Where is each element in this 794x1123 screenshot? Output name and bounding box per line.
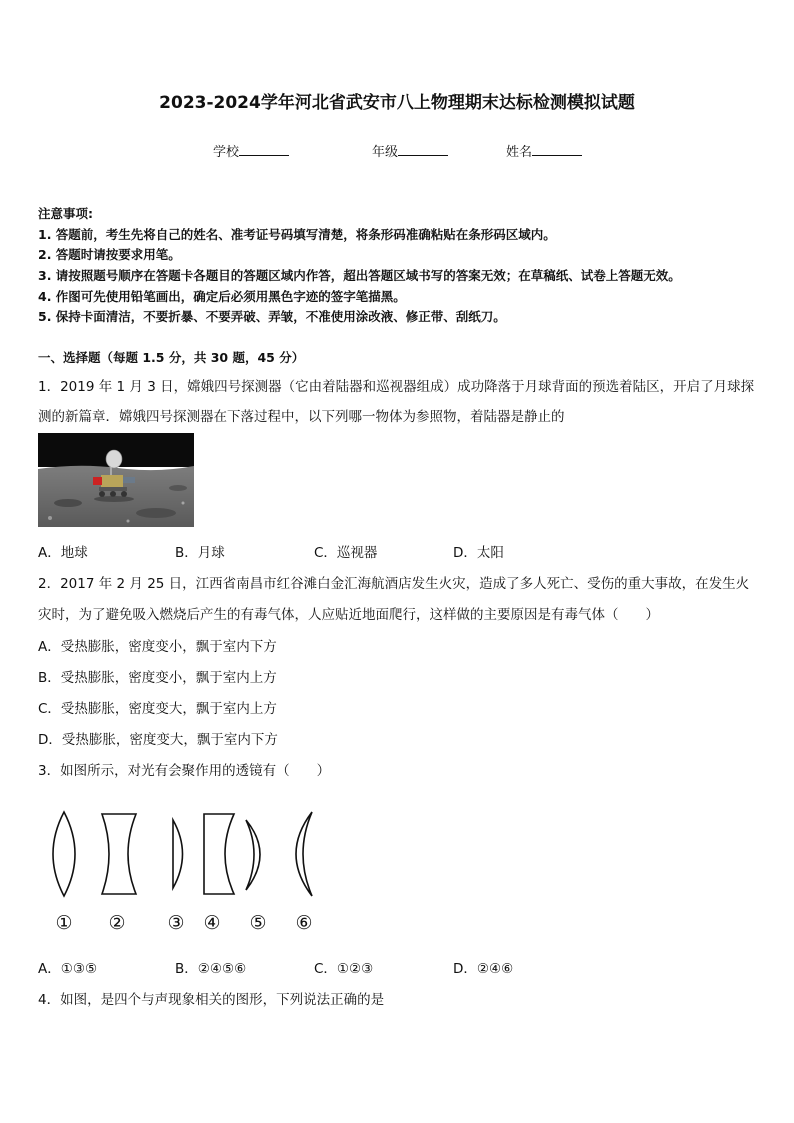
q1-line1: 1．2019 年 1 月 3 日，嫦娥四号探测器（它由着陆器和巡视器组成）成功降落于月球背面的预选着陆区，开启了月球探 — [38, 379, 755, 395]
q3-option-b: B．②④⑤⑥ — [175, 961, 247, 977]
concave-meniscus-lens — [296, 812, 312, 896]
q3-text: 3．如图所示，对光有会聚作用的透镜有（ ） — [38, 763, 331, 779]
page-title: 2023-2024学年河北省武安市八上物理期末达标检测模拟试题 — [159, 93, 635, 113]
biconcave-lens — [102, 814, 136, 894]
lens-label: ② — [108, 912, 126, 934]
notes-heading: 注意事项: — [38, 206, 93, 221]
q3-option-d: D．②④⑥ — [453, 961, 514, 977]
grade-label: 年级 — [372, 145, 399, 160]
note-item: 2. 答题时请按要求用笔。 — [38, 247, 181, 262]
plano-concave-lens — [204, 814, 234, 894]
q2-option-d: D．受热膨胀，密度变大，飘于室内下方 — [38, 732, 278, 748]
plano-convex-lens — [173, 820, 183, 888]
q3-option-c: C．①②③ — [314, 961, 374, 977]
note-item: 1. 答题前，考生先将自己的姓名、准考证号码填写清楚，将条形码准确粘贴在条形码区域内。 — [38, 227, 556, 242]
lunar-lander-photo — [38, 433, 194, 527]
name-label: 姓名 — [506, 145, 533, 160]
convex-meniscus-lens — [246, 820, 260, 890]
school-label: 学校 — [213, 145, 240, 160]
q2-option-a: A．受热膨胀，密度变小，飘于室内下方 — [38, 639, 277, 655]
note-item: 4. 作图可先使用铅笔画出，确定后必须用黑色字迹的签字笔描黑。 — [38, 289, 406, 304]
q2-option-c: C．受热膨胀，密度变大，飘于室内上方 — [38, 701, 277, 717]
name-field — [506, 141, 582, 160]
lens-label: ⑤ — [249, 912, 267, 934]
school-blank — [239, 143, 289, 156]
grade-field — [372, 141, 448, 160]
q1-option-b: B．月球 — [175, 545, 225, 561]
q2-option-b: B．受热膨胀，密度变小，飘于室内上方 — [38, 670, 277, 686]
grade-blank — [398, 143, 448, 156]
lens-label: ④ — [203, 912, 221, 934]
school-field — [213, 141, 289, 160]
lens-label: ③ — [167, 912, 185, 934]
q1-option-c: C．巡视器 — [314, 545, 378, 561]
q1-option-d: D．太阳 — [453, 545, 504, 561]
note-item: 5. 保持卡面清洁，不要折暴、不要弄破、弄皱，不准使用涂改液、修正带、刮纸刀。 — [38, 309, 506, 324]
note-item: 3. 请按照题号顺序在答题卡各题目的答题区域内作答，超出答题区域书写的答案无效；在草稿纸、试卷上答题无效。 — [38, 268, 681, 283]
section-heading: 一、选择题（每题 1.5 分，共 30 题，45 分） — [38, 350, 305, 365]
biconvex-lens — [53, 812, 75, 896]
q4-text: 4．如图，是四个与声现象相关的图形，下列说法正确的是 — [38, 992, 385, 1008]
lens-label: ① — [55, 912, 73, 934]
q2-line2: 灾时，为了避免吸入燃烧后产生的有毒气体，人应贴近地面爬行，这样做的主要原因是有毒气体（ ） — [38, 607, 659, 623]
lens-label: ⑥ — [295, 912, 313, 934]
q1-line2: 测的新篇章．嫦娥四号探测器在下落过程中，以下列哪一物体为参照物，着陆器是静止的 — [38, 409, 565, 425]
q3-option-a: A．①③⑤ — [38, 961, 98, 977]
name-blank — [532, 143, 582, 156]
lens-diagram — [40, 808, 340, 938]
q1-option-a: A．地球 — [38, 545, 88, 561]
q2-line1: 2．2017 年 2 月 25 日，江西省南昌市红谷滩白金汇海航酒店发生火灾，造成了多人死亡、受伤的重大事故，在发生火 — [38, 576, 750, 592]
